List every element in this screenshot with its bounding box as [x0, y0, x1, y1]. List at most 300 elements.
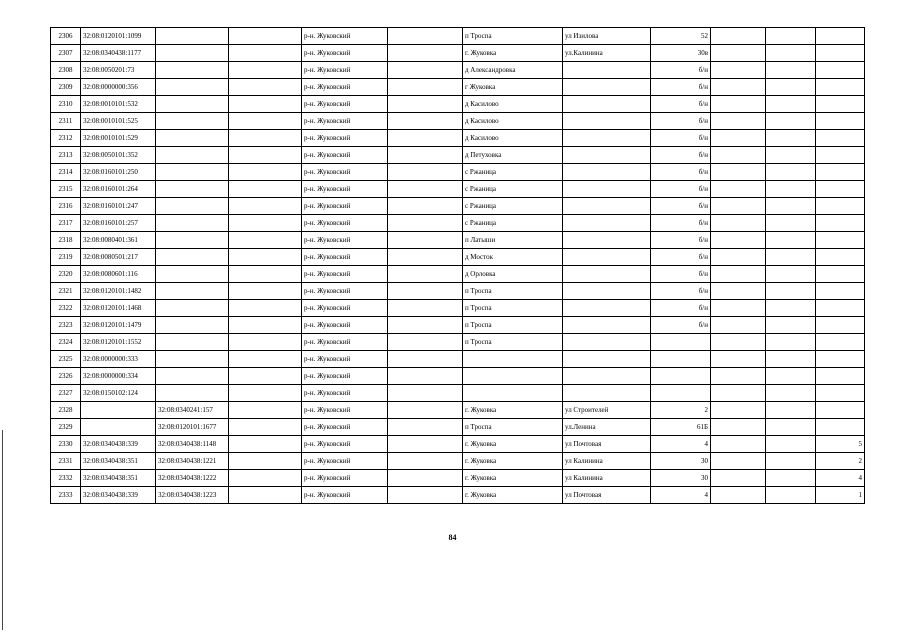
table-row — [51, 300, 865, 317]
district-cell: р-н. Жуковский — [302, 419, 388, 436]
street-cell — [563, 113, 651, 130]
apartment-cell — [816, 419, 865, 436]
cadastral-number-2-cell — [156, 385, 229, 402]
extra-cell — [766, 351, 816, 368]
extra-cell — [711, 453, 766, 470]
house-number-cell: б/н — [651, 181, 711, 198]
house-number-cell: 4 — [651, 436, 711, 453]
extra-cell — [766, 28, 816, 45]
empty-cell — [388, 249, 463, 266]
settlement-cell: п Латыши — [463, 232, 563, 249]
empty-cell — [388, 300, 463, 317]
table-row — [51, 436, 865, 453]
apartment-cell — [816, 79, 865, 96]
empty-cell — [388, 45, 463, 62]
apartment-cell — [816, 266, 865, 283]
settlement-cell: г. Жуковка — [463, 436, 563, 453]
table-row — [51, 402, 865, 419]
empty-cell — [388, 283, 463, 300]
house-number-cell: б/н — [651, 147, 711, 164]
cadastral-number-cell: 32:08:0080401:361 — [81, 232, 156, 249]
extra-cell — [711, 283, 766, 300]
extra-cell — [711, 198, 766, 215]
row-number-cell: 2318 — [51, 232, 81, 249]
extra-cell — [711, 334, 766, 351]
table-row — [51, 96, 865, 113]
apartment-cell — [816, 249, 865, 266]
empty-cell — [388, 368, 463, 385]
extra-cell — [766, 436, 816, 453]
row-number-cell: 2309 — [51, 79, 81, 96]
extra-cell — [711, 436, 766, 453]
district-cell: р-н. Жуковский — [302, 198, 388, 215]
street-cell — [563, 300, 651, 317]
house-number-cell: 30 — [651, 470, 711, 487]
house-number-cell: б/н — [651, 130, 711, 147]
cadastral-number-2-cell — [156, 96, 229, 113]
district-cell: р-н. Жуковский — [302, 351, 388, 368]
settlement-cell: г. Жуковка — [463, 45, 563, 62]
extra-cell — [711, 402, 766, 419]
cadastral-number-2-cell: 32:08:0120101:1677 — [156, 419, 229, 436]
extra-cell — [711, 62, 766, 79]
extra-cell — [711, 470, 766, 487]
empty-cell — [388, 232, 463, 249]
empty-cell — [388, 402, 463, 419]
street-cell: ул Строителей — [563, 402, 651, 419]
house-number-cell: б/н — [651, 164, 711, 181]
row-number-cell: 2307 — [51, 45, 81, 62]
table-row — [51, 28, 865, 45]
cadastral-number-2-cell: 32:08:0340438:1223 — [156, 487, 229, 504]
street-cell: ул.Калинина — [563, 45, 651, 62]
empty-cell — [229, 436, 302, 453]
empty-cell — [388, 96, 463, 113]
row-number-cell: 2324 — [51, 334, 81, 351]
extra-cell — [711, 419, 766, 436]
empty-cell — [388, 62, 463, 79]
empty-cell — [229, 487, 302, 504]
apartment-cell — [816, 283, 865, 300]
extra-cell — [711, 79, 766, 96]
street-cell: ул Почтовая — [563, 436, 651, 453]
extra-cell — [766, 402, 816, 419]
street-cell — [563, 198, 651, 215]
district-cell: р-н. Жуковский — [302, 385, 388, 402]
cadastral-number-2-cell — [156, 249, 229, 266]
cadastral-number-2-cell — [156, 368, 229, 385]
district-cell: р-н. Жуковский — [302, 232, 388, 249]
cadastral-number-cell: 32:08:0120101:1468 — [81, 300, 156, 317]
cadastral-number-cell: 32:08:0340438:351 — [81, 453, 156, 470]
row-number-cell: 2308 — [51, 62, 81, 79]
extra-cell — [711, 368, 766, 385]
extra-cell — [711, 164, 766, 181]
district-cell: р-н. Жуковский — [302, 368, 388, 385]
cadastral-number-cell: 32:08:0120101:1099 — [81, 28, 156, 45]
apartment-cell — [816, 317, 865, 334]
extra-cell — [766, 487, 816, 504]
district-cell: р-н. Жуковский — [302, 283, 388, 300]
extra-cell — [711, 249, 766, 266]
settlement-cell: г. Жуковка — [463, 453, 563, 470]
district-cell: р-н. Жуковский — [302, 334, 388, 351]
street-cell — [563, 232, 651, 249]
empty-cell — [229, 402, 302, 419]
empty-cell — [229, 249, 302, 266]
table-row — [51, 453, 865, 470]
street-cell — [563, 266, 651, 283]
extra-cell — [766, 283, 816, 300]
cadastral-number-2-cell — [156, 28, 229, 45]
row-number-cell: 2312 — [51, 130, 81, 147]
empty-cell — [229, 96, 302, 113]
district-cell: р-н. Жуковский — [302, 266, 388, 283]
table-row — [51, 487, 865, 504]
extra-cell — [766, 62, 816, 79]
settlement-cell: с Ржаница — [463, 164, 563, 181]
row-number-cell: 2330 — [51, 436, 81, 453]
empty-cell — [229, 334, 302, 351]
empty-cell — [388, 215, 463, 232]
row-number-cell: 2316 — [51, 198, 81, 215]
extra-cell — [766, 368, 816, 385]
apartment-cell — [816, 45, 865, 62]
settlement-cell: с Ржаница — [463, 215, 563, 232]
street-cell — [563, 334, 651, 351]
empty-cell — [388, 351, 463, 368]
empty-cell — [388, 419, 463, 436]
apartment-cell — [816, 147, 865, 164]
row-number-cell: 2327 — [51, 385, 81, 402]
cadastral-number-2-cell — [156, 317, 229, 334]
extra-cell — [766, 79, 816, 96]
cadastral-number-2-cell: 32:08:0340438:1221 — [156, 453, 229, 470]
apartment-cell — [816, 215, 865, 232]
street-cell — [563, 317, 651, 334]
extra-cell — [711, 487, 766, 504]
extra-cell — [711, 96, 766, 113]
extra-cell — [766, 96, 816, 113]
empty-cell — [388, 113, 463, 130]
empty-cell — [229, 215, 302, 232]
empty-cell — [229, 130, 302, 147]
register-table-body — [51, 28, 865, 504]
extra-cell — [711, 215, 766, 232]
extra-cell — [711, 266, 766, 283]
table-row — [51, 334, 865, 351]
cadastral-number-cell: 32:08:0010101:525 — [81, 113, 156, 130]
settlement-cell: д Касилово — [463, 113, 563, 130]
extra-cell — [766, 130, 816, 147]
extra-cell — [766, 266, 816, 283]
row-number-cell: 2326 — [51, 368, 81, 385]
district-cell: р-н. Жуковский — [302, 62, 388, 79]
district-cell: р-н. Жуковский — [302, 402, 388, 419]
empty-cell — [388, 130, 463, 147]
empty-cell — [229, 147, 302, 164]
register-table — [50, 27, 865, 504]
house-number-cell: 4 — [651, 487, 711, 504]
row-number-cell: 2319 — [51, 249, 81, 266]
house-number-cell: б/н — [651, 96, 711, 113]
street-cell: ул Изилова — [563, 28, 651, 45]
street-cell — [563, 96, 651, 113]
row-number-cell: 2329 — [51, 419, 81, 436]
extra-cell — [766, 45, 816, 62]
table-row — [51, 164, 865, 181]
extra-cell — [766, 334, 816, 351]
empty-cell — [229, 283, 302, 300]
district-cell: р-н. Жуковский — [302, 96, 388, 113]
street-cell — [563, 351, 651, 368]
apartment-cell: 2 — [816, 453, 865, 470]
district-cell: р-н. Жуковский — [302, 470, 388, 487]
apartment-cell — [816, 130, 865, 147]
street-cell: ул Калинина — [563, 453, 651, 470]
table-row — [51, 113, 865, 130]
empty-cell — [229, 62, 302, 79]
table-row — [51, 147, 865, 164]
table-row — [51, 79, 865, 96]
cadastral-number-cell: 32:08:0160101:257 — [81, 215, 156, 232]
cadastral-number-2-cell — [156, 113, 229, 130]
district-cell: р-н. Жуковский — [302, 28, 388, 45]
street-cell: ул Калинина — [563, 470, 651, 487]
cadastral-number-cell: 32:08:0080501:217 — [81, 249, 156, 266]
settlement-cell — [463, 385, 563, 402]
street-cell — [563, 130, 651, 147]
extra-cell — [711, 147, 766, 164]
extra-cell — [711, 28, 766, 45]
house-number-cell — [651, 351, 711, 368]
table-row — [51, 470, 865, 487]
row-number-cell: 2317 — [51, 215, 81, 232]
house-number-cell — [651, 385, 711, 402]
empty-cell — [229, 300, 302, 317]
table-row — [51, 249, 865, 266]
extra-cell — [711, 317, 766, 334]
table-row — [51, 368, 865, 385]
empty-cell — [388, 385, 463, 402]
settlement-cell — [463, 368, 563, 385]
street-cell — [563, 79, 651, 96]
cadastral-number-2-cell — [156, 79, 229, 96]
table-row — [51, 351, 865, 368]
settlement-cell: п Троспа — [463, 419, 563, 436]
cadastral-number-2-cell — [156, 164, 229, 181]
apartment-cell — [816, 368, 865, 385]
district-cell: р-н. Жуковский — [302, 164, 388, 181]
empty-cell — [229, 164, 302, 181]
district-cell: р-н. Жуковский — [302, 436, 388, 453]
extra-cell — [711, 130, 766, 147]
apartment-cell — [816, 181, 865, 198]
district-cell: р-н. Жуковский — [302, 300, 388, 317]
district-cell: р-н. Жуковский — [302, 181, 388, 198]
empty-cell — [229, 232, 302, 249]
row-number-cell: 2333 — [51, 487, 81, 504]
cadastral-number-2-cell — [156, 215, 229, 232]
extra-cell — [766, 164, 816, 181]
district-cell: р-н. Жуковский — [302, 130, 388, 147]
house-number-cell: б/н — [651, 300, 711, 317]
district-cell: р-н. Жуковский — [302, 113, 388, 130]
apartment-cell — [816, 96, 865, 113]
house-number-cell: б/н — [651, 62, 711, 79]
extra-cell — [766, 317, 816, 334]
row-number-cell: 2314 — [51, 164, 81, 181]
row-number-cell: 2332 — [51, 470, 81, 487]
cadastral-number-cell: 32:08:0080601:116 — [81, 266, 156, 283]
extra-cell — [766, 300, 816, 317]
empty-cell — [229, 79, 302, 96]
empty-cell — [388, 164, 463, 181]
table-row — [51, 232, 865, 249]
cadastral-number-cell: 32:08:0340438:339 — [81, 487, 156, 504]
row-number-cell: 2321 — [51, 283, 81, 300]
extra-cell — [766, 453, 816, 470]
settlement-cell: п Троспа — [463, 300, 563, 317]
table-row — [51, 62, 865, 79]
extra-cell — [766, 113, 816, 130]
street-cell — [563, 368, 651, 385]
extra-cell — [766, 215, 816, 232]
cadastral-number-cell — [81, 419, 156, 436]
house-number-cell: б/н — [651, 198, 711, 215]
extra-cell — [766, 419, 816, 436]
district-cell: р-н. Жуковский — [302, 45, 388, 62]
extra-cell — [766, 181, 816, 198]
cadastral-number-cell: 32:08:0120101:1479 — [81, 317, 156, 334]
district-cell: р-н. Жуковский — [302, 487, 388, 504]
apartment-cell — [816, 28, 865, 45]
cadastral-number-2-cell — [156, 130, 229, 147]
empty-cell — [229, 368, 302, 385]
apartment-cell — [816, 198, 865, 215]
table-row — [51, 419, 865, 436]
empty-cell — [229, 266, 302, 283]
settlement-cell: п Троспа — [463, 317, 563, 334]
table-row — [51, 283, 865, 300]
table-row — [51, 215, 865, 232]
house-number-cell: б/н — [651, 79, 711, 96]
extra-cell — [766, 198, 816, 215]
extra-cell — [711, 351, 766, 368]
empty-cell — [388, 334, 463, 351]
district-cell: р-н. Жуковский — [302, 147, 388, 164]
empty-cell — [229, 28, 302, 45]
settlement-cell: д Орловка — [463, 266, 563, 283]
empty-cell — [229, 45, 302, 62]
settlement-cell: г. Жуковка — [463, 470, 563, 487]
row-number-cell: 2328 — [51, 402, 81, 419]
cadastral-number-cell: 32:08:0340438:1177 — [81, 45, 156, 62]
row-number-cell: 2311 — [51, 113, 81, 130]
street-cell — [563, 62, 651, 79]
empty-cell — [229, 385, 302, 402]
house-number-cell: б/н — [651, 232, 711, 249]
row-number-cell: 2306 — [51, 28, 81, 45]
empty-cell — [388, 436, 463, 453]
empty-cell — [388, 470, 463, 487]
house-number-cell: 30в — [651, 45, 711, 62]
settlement-cell: п Троспа — [463, 283, 563, 300]
row-number-cell: 2310 — [51, 96, 81, 113]
house-number-cell: б/н — [651, 113, 711, 130]
row-number-cell: 2320 — [51, 266, 81, 283]
extra-cell — [711, 232, 766, 249]
empty-cell — [229, 181, 302, 198]
table-row — [51, 317, 865, 334]
district-cell: р-н. Жуковский — [302, 249, 388, 266]
empty-cell — [229, 351, 302, 368]
cadastral-number-cell: 32:08:0160101:250 — [81, 164, 156, 181]
house-number-cell: 30 — [651, 453, 711, 470]
settlement-cell — [463, 351, 563, 368]
house-number-cell: 2 — [651, 402, 711, 419]
street-cell — [563, 147, 651, 164]
row-number-cell: 2322 — [51, 300, 81, 317]
cadastral-number-2-cell — [156, 266, 229, 283]
empty-cell — [229, 453, 302, 470]
extra-cell — [711, 45, 766, 62]
cadastral-number-cell: 32:08:0050101:352 — [81, 147, 156, 164]
street-cell — [563, 181, 651, 198]
settlement-cell: г. Жуковка — [463, 487, 563, 504]
cadastral-number-cell: 32:08:0010101:532 — [81, 96, 156, 113]
cadastral-number-cell: 32:08:0000000:334 — [81, 368, 156, 385]
empty-cell — [229, 470, 302, 487]
house-number-cell: б/н — [651, 249, 711, 266]
cadastral-number-cell: 32:08:0120101:1482 — [81, 283, 156, 300]
extra-cell — [766, 249, 816, 266]
cadastral-number-2-cell — [156, 198, 229, 215]
settlement-cell: с Ржаница — [463, 198, 563, 215]
apartment-cell — [816, 113, 865, 130]
cadastral-number-2-cell — [156, 300, 229, 317]
cadastral-number-cell — [81, 402, 156, 419]
table-row — [51, 130, 865, 147]
street-cell — [563, 385, 651, 402]
row-number-cell: 2313 — [51, 147, 81, 164]
cadastral-number-cell: 32:08:0340438:351 — [81, 470, 156, 487]
empty-cell — [229, 419, 302, 436]
apartment-cell — [816, 385, 865, 402]
cadastral-number-2-cell — [156, 351, 229, 368]
table-row — [51, 181, 865, 198]
settlement-cell: п Троспа — [463, 28, 563, 45]
apartment-cell: 4 — [816, 470, 865, 487]
table-row — [51, 198, 865, 215]
settlement-cell: г Жуковка — [463, 79, 563, 96]
district-cell: р-н. Жуковский — [302, 317, 388, 334]
cadastral-number-2-cell — [156, 45, 229, 62]
row-number-cell: 2323 — [51, 317, 81, 334]
street-cell — [563, 283, 651, 300]
settlement-cell: д Александровка — [463, 62, 563, 79]
cadastral-number-2-cell — [156, 62, 229, 79]
empty-cell — [229, 113, 302, 130]
house-number-cell: б/н — [651, 283, 711, 300]
street-cell — [563, 164, 651, 181]
apartment-cell: 5 — [816, 436, 865, 453]
cadastral-number-cell: 32:08:0120101:1552 — [81, 334, 156, 351]
empty-cell — [388, 198, 463, 215]
apartment-cell — [816, 62, 865, 79]
binding-margin-line — [2, 430, 3, 630]
apartment-cell — [816, 164, 865, 181]
